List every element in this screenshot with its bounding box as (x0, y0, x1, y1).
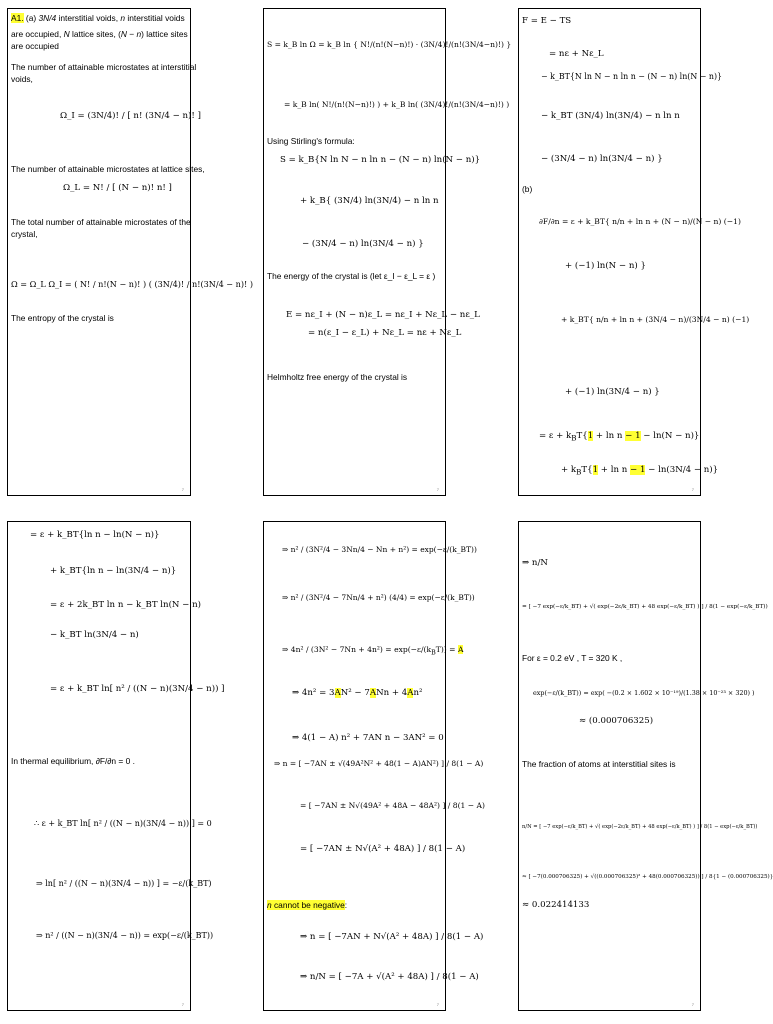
slide6-result: ≈ 0.022414133 (522, 900, 590, 910)
slide3-eq-dfdn5: = $\varepsilon + k_BT\{1 + \ln n - 1 - \ln(N - n)\}$ (539, 431, 700, 443)
slide1-line-7: The number of attainable microstates at lattice sites, (11, 164, 205, 174)
slide2-line-energy: The energy of the crystal is (let ε_I − ε_L = ε ) (267, 271, 436, 281)
slide2-eq-e2: = n(ε_I − ε_L) + Nε_L = nε + Nε_L (308, 328, 462, 338)
slide1-line-4: The number of attainable microstates at interstitial (11, 62, 197, 72)
slide3-eq-f3: − k_BT (3N/4) ln(3N/4) − n ln n (541, 111, 680, 121)
page-number: 7 (436, 487, 439, 492)
slide5-eq2: ⇒ n² / (3N²/4 − 7Nn/4 + n²) (4/4) = exp(−ε/(k_BT)) (282, 593, 475, 602)
slide-1 (7, 8, 254, 496)
slide1-eq-omega-i: Ω_I = (3N/4)! / [ n! (3N/4 − n)! ] (60, 111, 201, 121)
slide2-eq-s2: + k_B{ (3N/4) ln(3N/4) − n ln n (300, 196, 439, 206)
page-number: 7 (181, 1002, 184, 1007)
slide3-eq-f4: − (3N/4 − n) ln(3N/4 − n) } (541, 154, 663, 164)
page-number: 7 (691, 1002, 694, 1007)
slide3-eq-f2: − k_BT{N ln N − n ln n − (N − n) ln(N − n)} (541, 72, 723, 81)
slide1-line-3: are occupied (11, 41, 59, 51)
slide3-eq-dfdn3: + k_BT{ n/n + ln n + (3N/4 − n)/(3N/4 − n) (−1) (561, 315, 750, 324)
slide4-eq2: + k_BT{ln n − ln(3N/4 − n)} (50, 566, 177, 576)
slide1-line-12: The entropy of the crystal is (11, 313, 114, 323)
slide5-eq6: ⇒ n = [ −7AN ± √(49A²N² + 48(1 − A)AN²) ] / 8(1 − A) (274, 759, 484, 768)
slide3-eq-dfdn1: ∂F/∂n = ε + k_BT{ n/n + ln n + (N − n)/(N − n) (−1) (539, 217, 741, 226)
slide6-eq3: exp(−ε/(k_BT)) = exp( −(0.2 × 1.602 × 10⁻¹⁹)/(1.38 × 10⁻²³ × 320) ) (533, 689, 755, 697)
slide5-eq3: ⇒ $4n^2 / (3N^2 - 7Nn + 4n^2) = \exp(-\varepsilon/(k_BT)) = A$ (282, 645, 464, 657)
slide6-eq4: ≈ (0.000706325) (579, 716, 654, 726)
slide2-eq-entropy: S = k_B ln Ω = k_B ln { N!/(n!(N−n)!) · (3N/4)!/(n!(3N/4−n)!) } (267, 40, 512, 49)
slide2-eq-s1: S = k_B{N ln N − n ln n − (N − n) ln(N − n)} (280, 155, 481, 165)
slide2-eq-entropy-split: = k_B ln( N!/(n!(N−n)!) ) + k_B ln( (3N/4)!/(n!(3N/4−n)!) ) (284, 100, 510, 109)
slide6-line-fraction: The fraction of atoms at interstitial sites is (522, 759, 676, 769)
slide4-eq1: = ε + k_BT{ln n − ln(N − n)} (30, 530, 160, 540)
slide4-eq8: ⇒ n² / ((N − n)(3N/4 − n)) = exp(−ε/(k_BT)) (36, 931, 214, 940)
slide2-eq-s3: − (3N/4 − n) ln(3N/4 − n) } (302, 239, 424, 249)
slide-3 (518, 8, 750, 496)
slide-4 (7, 521, 225, 1011)
slide4-eq7: ⇒ ln[ n² / ((N − n)(3N/4 − n)) ] = −ε/(k_BT) (36, 879, 212, 888)
page-number: 7 (691, 487, 694, 492)
slide1-line-10: crystal, (11, 229, 38, 239)
slide2-eq-e1: E = nε_I + (N − n)ε_L = nε_I + Nε_L − nε_L (286, 310, 480, 320)
slide5-eq9: ⇒ n = [ −7AN + N√(A² + 48A) ] / 8(1 − A) (300, 932, 484, 942)
slide5-eq10: ⇒ n/N = [ −7A + √(A² + 48A) ] / 8(1 − A) (300, 972, 479, 982)
slide1-line-9: The total number of attainable microstates of the (11, 217, 191, 227)
highlight-cannot-be-negative: n cannot be negative (267, 900, 345, 910)
slide4-eq6: ∴ ε + k_BT ln[ n² / ((N − n)(3N/4 − n)) ] = 0 (34, 819, 212, 828)
slide1-eq-omega: Ω = Ω_L Ω_I = ( N! / n!(N − n)! ) ( (3N/4)! / n!(3N/4 − n)! ) (11, 279, 254, 289)
slide6-eq5: n/N = [ −7 exp(−ε/k_BT) + √( exp(−2ε/k_BT) + 48 exp(−ε/k_BT) ) ] / 8(1 − exp(−ε/k_BT)) (522, 824, 758, 830)
slide3-eq-dfdn6: + $k_BT\{1 + \ln n - 1 - \ln(3N/4 - n)\}$ (561, 465, 719, 477)
slide4-eq3: = ε + 2k_BT ln n − k_BT ln(N − n) (50, 600, 202, 610)
slide3-eq-dfdn4: + (−1) ln(3N/4 − n) } (565, 387, 660, 397)
slide6-eq6: ≈ [ −7(0.000706325) + √((0.000706325)² + 48(0.000706325)) ] / 8{1 − (0.000706325)} (522, 874, 773, 880)
page-number: 7 (436, 1002, 439, 1007)
slide1-eq-omega-l: Ω_L = N! / [ (N − n)! n! ] (63, 183, 172, 193)
page-number: 7 (181, 487, 184, 492)
slide5-eq8: = [ −7AN ± N√(A² + 48A) ] / 8(1 − A) (300, 844, 466, 854)
highlight-a1: A1. (11, 13, 24, 23)
slide4-line-equilibrium: In thermal equilibrium, ∂F/∂n = 0 . (11, 756, 135, 766)
slide6-eq2: = [ −7 exp(−ε/k_BT) + √( exp(−2ε/k_BT) + 48 exp(−ε/k_BT) ) ] / 8(1 − exp(−ε/k_BT)) (522, 604, 768, 610)
slide4-eq4: − k_BT ln(3N/4 − n) (50, 630, 139, 640)
slide4-eq5: = ε + k_BT ln[ n² / ((N − n)(3N/4 − n)) ] (50, 684, 225, 694)
slide6-line-for: For ε = 0.2 eV , T = 320 K , (522, 653, 623, 663)
slide3-eq-f1: = nε + Nε_L (549, 49, 604, 59)
slide1-line-2: are occupied, N lattice sites, (N − n) lattice sites (11, 29, 188, 39)
slide3-eq-dfdn2: + (−1) ln(N − n) } (565, 261, 646, 271)
slide5-line-negative: n cannot be negative: (267, 900, 348, 910)
slide1-line-1: A1. (a) 3N/4 interstitial voids, n interstitial voids (11, 13, 185, 23)
slide-5 (263, 521, 486, 1011)
slide5-eq5: ⇒ 4(1 − A) n² + 7AN n − 3AN² = 0 (292, 733, 444, 743)
slide6-eq1: ⇒ n/N (522, 558, 548, 568)
slide3-line-b: (b) (522, 184, 533, 194)
slide1-line-5: voids, (11, 74, 33, 84)
slide2-line-stirling: Using Stirling's formula: (267, 136, 355, 146)
slide3-eq-f: F = E − TS (522, 16, 572, 26)
slide5-eq7: = [ −7AN ± N√(49A² + 48A − 48A²) ] / 8(1 − A) (300, 801, 486, 810)
slide-2 (263, 8, 512, 496)
slide2-line-helmholtz: Helmholtz free energy of the crystal is (267, 372, 408, 382)
slide-6 (518, 521, 773, 1011)
slide5-eq1: ⇒ n² / (3N²/4 − 3Nn/4 − Nn + n²) = exp(−ε/(k_BT)) (282, 545, 477, 554)
slide5-eq4: ⇒ 4n² = 3AN² − 7ANn + 4An² (292, 688, 423, 698)
